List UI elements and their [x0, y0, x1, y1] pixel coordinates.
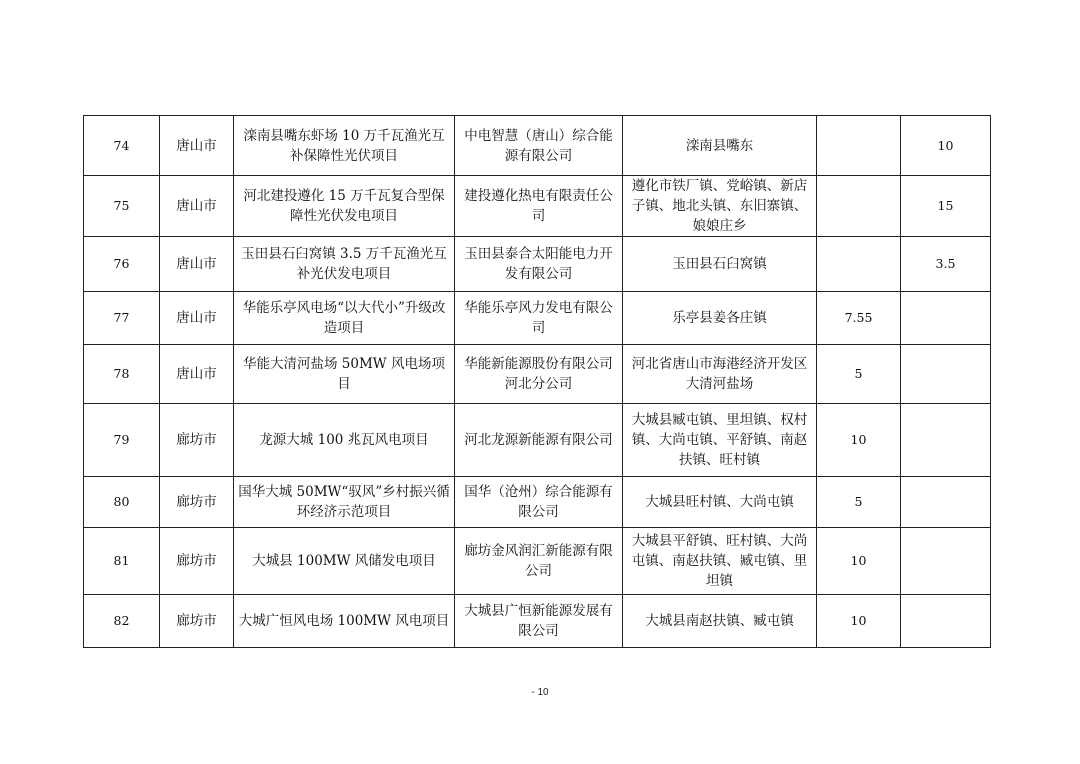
row-number-cell: 74	[84, 116, 160, 176]
capacity-solar-cell	[901, 477, 991, 528]
capacity-wind-cell: 5	[817, 477, 901, 528]
row-number-cell: 75	[84, 176, 160, 237]
capacity-solar-cell	[901, 404, 991, 477]
project-name-cell: 玉田县石臼窝镇 3.5 万千瓦渔光互补光伏发电项目	[234, 237, 455, 292]
capacity-wind-cell: 5	[817, 345, 901, 404]
project-table	[83, 115, 991, 648]
location-cell: 大城县南赵扶镇、臧屯镇	[623, 595, 817, 648]
project-name-cell: 华能乐亭风电场“以大代小”升级改造项目	[234, 292, 455, 345]
city-cell: 唐山市	[160, 292, 234, 345]
table-row	[84, 176, 991, 237]
location-cell: 大城县臧屯镇、里坦镇、权村镇、大尚屯镇、平舒镇、南赵扶镇、旺村镇	[623, 404, 817, 477]
table-body	[84, 116, 991, 648]
table-row	[84, 477, 991, 528]
row-number-cell: 81	[84, 528, 160, 595]
project-name-cell: 大城县 100MW 风储发电项目	[234, 528, 455, 595]
capacity-wind-cell: 10	[817, 528, 901, 595]
city-cell: 廊坊市	[160, 477, 234, 528]
project-name-cell: 河北建投遵化 15 万千瓦复合型保障性光伏发电项目	[234, 176, 455, 237]
company-cell: 廊坊金风润汇新能源有限公司	[455, 528, 623, 595]
project-name-cell: 大城广恒风电场 100MW 风电项目	[234, 595, 455, 648]
company-cell: 建投遵化热电有限责任公司	[455, 176, 623, 237]
table-row	[84, 345, 991, 404]
location-cell: 乐亭县姜各庄镇	[623, 292, 817, 345]
table-row	[84, 595, 991, 648]
row-number-cell: 82	[84, 595, 160, 648]
city-cell: 廊坊市	[160, 595, 234, 648]
table-row	[84, 292, 991, 345]
capacity-solar-cell: 3.5	[901, 237, 991, 292]
company-cell: 中电智慧（唐山）综合能源有限公司	[455, 116, 623, 176]
capacity-solar-cell	[901, 528, 991, 595]
capacity-wind-cell	[817, 176, 901, 237]
capacity-wind-cell: 7.55	[817, 292, 901, 345]
city-cell: 唐山市	[160, 345, 234, 404]
capacity-solar-cell: 15	[901, 176, 991, 237]
capacity-solar-cell: 10	[901, 116, 991, 176]
capacity-solar-cell	[901, 345, 991, 404]
city-cell: 唐山市	[160, 176, 234, 237]
location-cell: 河北省唐山市海港经济开发区大清河盐场	[623, 345, 817, 404]
project-name-cell: 滦南县嘴东虾场 10 万千瓦渔光互补保障性光伏项目	[234, 116, 455, 176]
row-number-cell: 79	[84, 404, 160, 477]
company-cell: 大城县广恒新能源发展有限公司	[455, 595, 623, 648]
location-cell: 大城县旺村镇、大尚屯镇	[623, 477, 817, 528]
table-row	[84, 528, 991, 595]
capacity-wind-cell: 10	[817, 404, 901, 477]
project-name-cell: 华能大清河盐场 50MW 风电场项目	[234, 345, 455, 404]
table-row	[84, 116, 991, 176]
capacity-wind-cell	[817, 116, 901, 176]
company-cell: 国华（沧州）综合能源有限公司	[455, 477, 623, 528]
capacity-solar-cell	[901, 292, 991, 345]
capacity-solar-cell	[901, 595, 991, 648]
row-number-cell: 80	[84, 477, 160, 528]
row-number-cell: 77	[84, 292, 160, 345]
page-number: - 10	[531, 687, 549, 698]
project-name-cell: 龙源大城 100 兆瓦风电项目	[234, 404, 455, 477]
city-cell: 廊坊市	[160, 528, 234, 595]
capacity-wind-cell	[817, 237, 901, 292]
location-cell: 大城县平舒镇、旺村镇、大尚屯镇、南赵扶镇、臧屯镇、里坦镇	[623, 528, 817, 595]
table-row	[84, 404, 991, 477]
city-cell: 唐山市	[160, 116, 234, 176]
row-number-cell: 76	[84, 237, 160, 292]
location-cell: 玉田县石臼窝镇	[623, 237, 817, 292]
capacity-wind-cell: 10	[817, 595, 901, 648]
location-cell: 滦南县嘴东	[623, 116, 817, 176]
project-name-cell: 国华大城 50MW“驭风”乡村振兴循环经济示范项目	[234, 477, 455, 528]
company-cell: 河北龙源新能源有限公司	[455, 404, 623, 477]
company-cell: 玉田县泰合太阳能电力开发有限公司	[455, 237, 623, 292]
city-cell: 唐山市	[160, 237, 234, 292]
city-cell: 廊坊市	[160, 404, 234, 477]
row-number-cell: 78	[84, 345, 160, 404]
company-cell: 华能新能源股份有限公司河北分公司	[455, 345, 623, 404]
company-cell: 华能乐亭风力发电有限公司	[455, 292, 623, 345]
location-cell: 遵化市铁厂镇、党峪镇、新店子镇、地北头镇、东旧寨镇、娘娘庄乡	[623, 176, 817, 237]
table-row	[84, 237, 991, 292]
